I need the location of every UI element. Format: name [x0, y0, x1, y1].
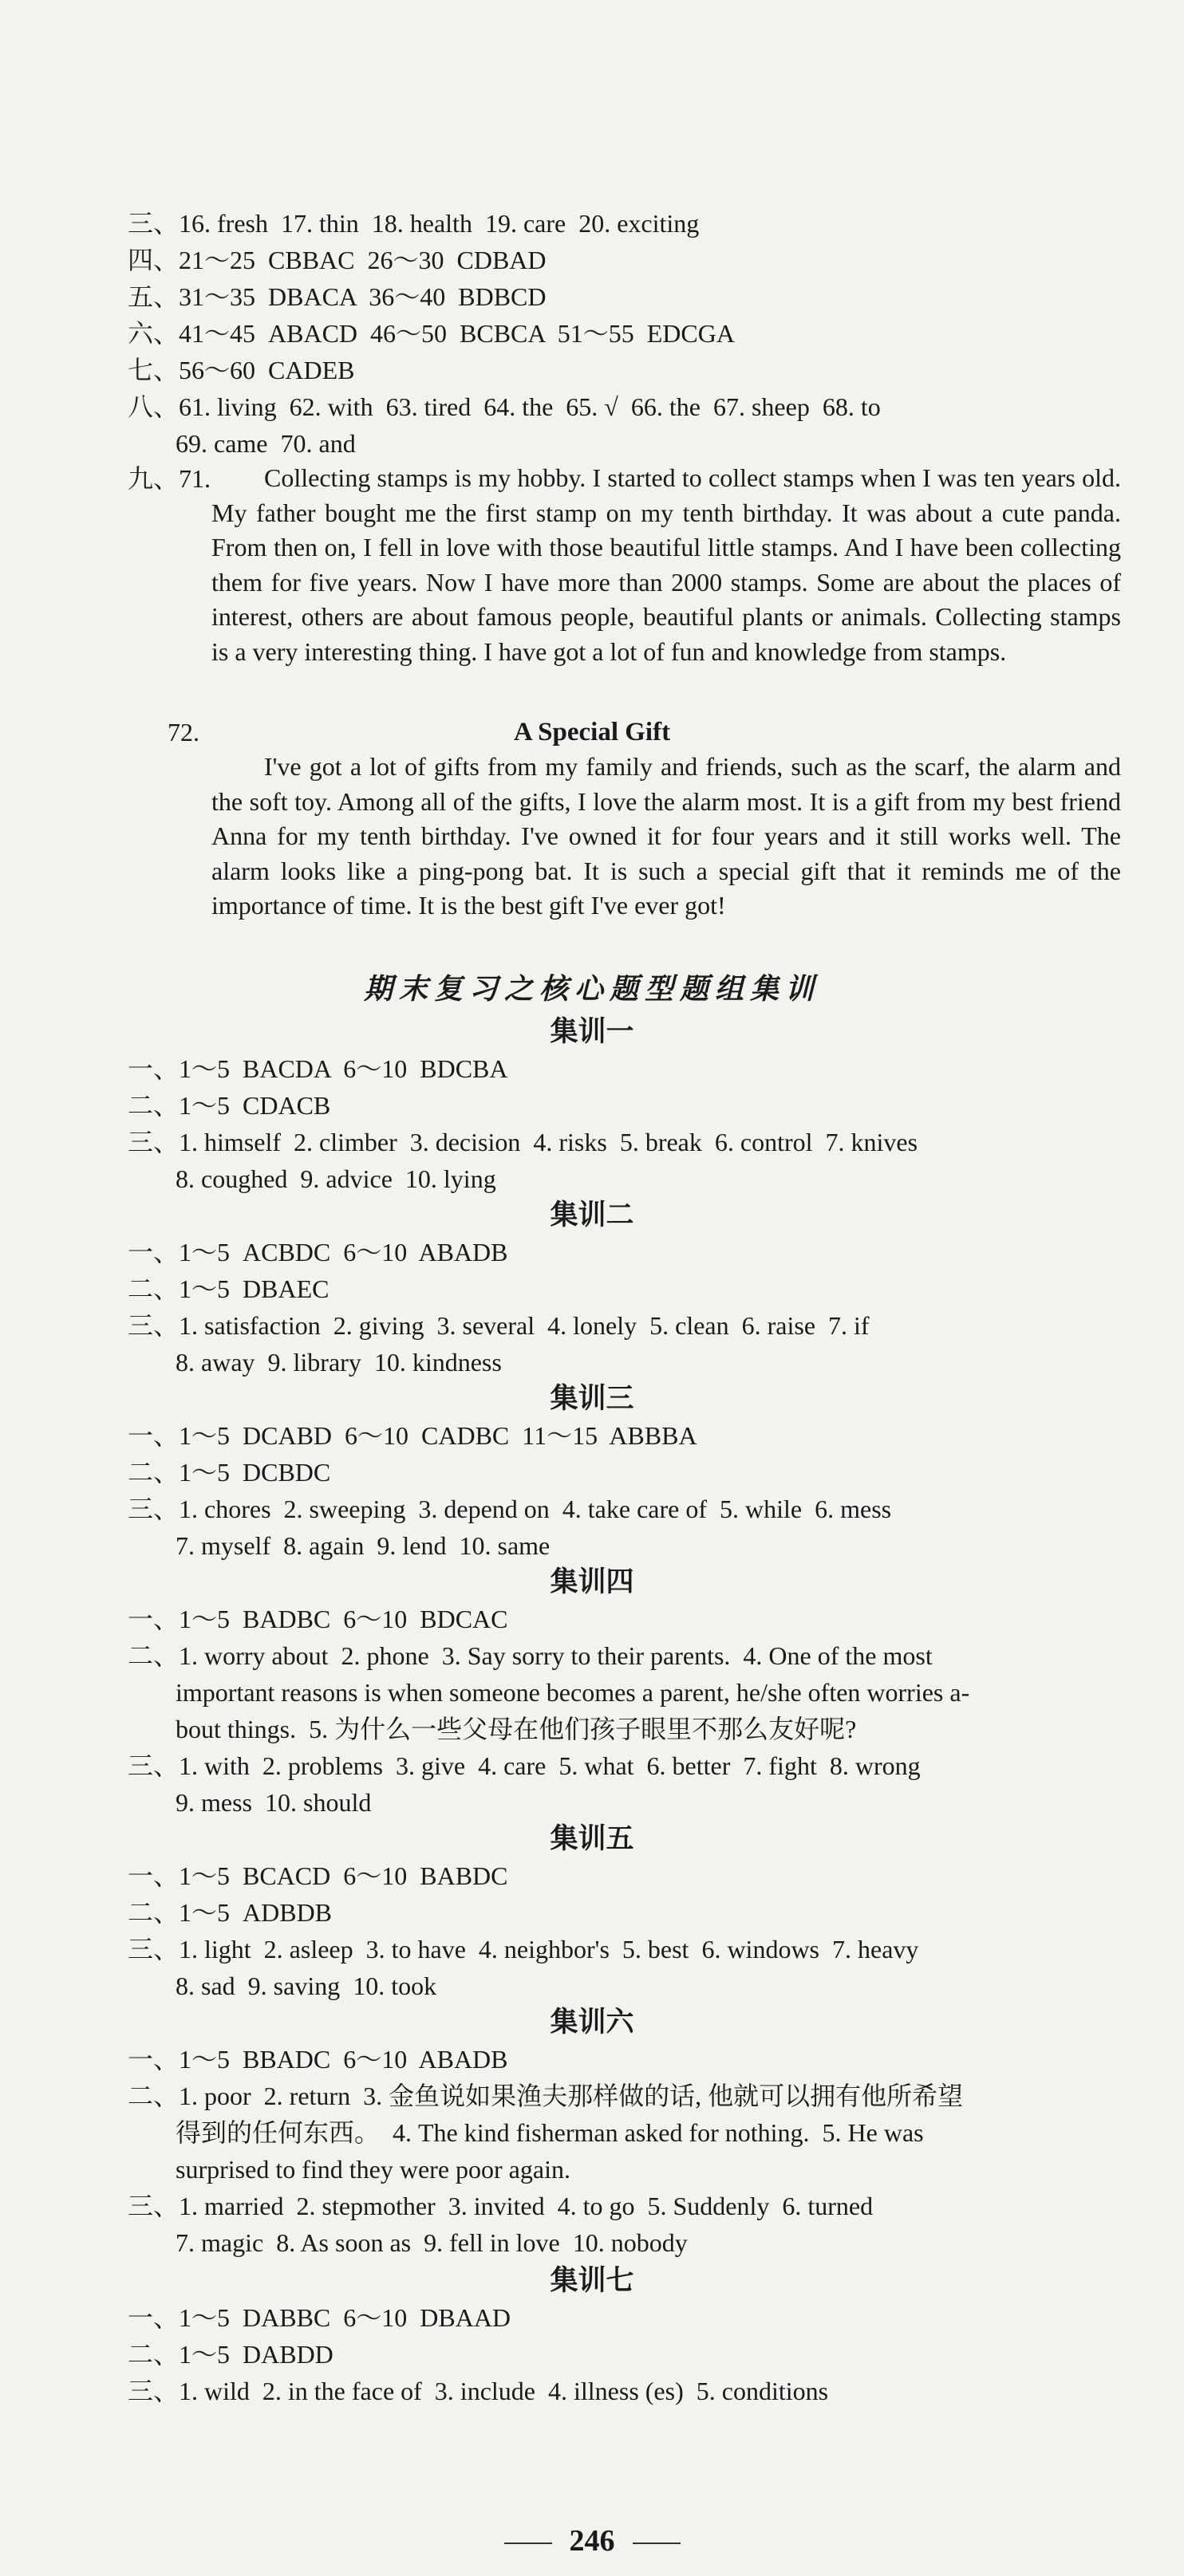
- answer-line: 二、1～5 CDACB: [128, 1091, 331, 1120]
- answer-line: 四、21～25 CBBAC 26～30 CDBAD: [128, 246, 547, 274]
- answer-line: 8. coughed 9. advice 10. lying: [176, 1164, 496, 1193]
- answer-line: 一、1～5 BBADC 6～10 ABADB: [128, 2045, 508, 2074]
- essay-71-number: 九、71.: [128, 464, 211, 493]
- group-title: 集训六: [550, 2007, 634, 2038]
- essay-71-text: Collecting stamps is my hobby. I started to collect stamps when I was ten years old. My father bought me the first stamp on my tenth birthday. It was about a cute panda. From then on, I fell in love with those beautiful little stamps. And I have been collecting them for five years. Now I have more than 2000 stamps. Some are about the places of interest, others are about famous people, beautiful plants or animals. Collecting stamps is a very interesting thing. I have got a lot of fun and knowledge from stamps.: [211, 463, 1121, 666]
- answer-line: 一、1～5 DABBC 6～10 DBAAD: [128, 2303, 511, 2332]
- page-number: [0, 2522, 1184, 2560]
- answer-line: 二、1～5 DBAEC: [128, 1274, 330, 1303]
- answer-line: 三、16. fresh 17. thin 18. health 19. care 20. exciting: [128, 209, 700, 238]
- answer-line: 六、41～45 ABACD 46～50 BCBCA 51～55 EDCGA: [128, 319, 735, 348]
- answer-line: 三、1. light 2. asleep 3. to have 4. neighbor's 5. best 6. windows 7. heavy: [128, 1935, 919, 1964]
- answer-line: 二、1～5 DCBDC: [128, 1458, 331, 1487]
- answer-line: 二、1～5 DABDD: [128, 2340, 333, 2369]
- answer-line: 一、1～5 BCACD 6～10 BABDC: [128, 1861, 508, 1890]
- group-title: 集训二: [550, 1199, 634, 1231]
- answer-line: 二、1. poor 2. return 3. 金鱼说如果渔夫那样做的话, 他就可以拥有他所希望: [128, 2082, 964, 2110]
- essay-72-number: 72.: [168, 718, 199, 746]
- answer-line: 七、56～60 CADEB: [128, 356, 355, 384]
- answer-line: 一、1～5 ACBDC 6～10 ABADB: [128, 1238, 508, 1266]
- answer-line: 7. myself 8. again 9. lend 10. same: [176, 1531, 551, 1560]
- answer-line: 9. mess 10. should: [176, 1788, 372, 1817]
- answer-line: 三、1. wild 2. in the face of 3. include 4. illness (es) 5. conditions: [128, 2377, 829, 2405]
- answer-line: important reasons is when someone becomes a parent, he/she often worries a-: [176, 1678, 970, 1707]
- group-title: 集训一: [550, 1016, 634, 1048]
- section-title: 期末复习之核心题型题组集训: [363, 973, 820, 1006]
- answer-line: surprised to find they were poor again.: [176, 2155, 570, 2184]
- answer-line: 三、1. satisfaction 2. giving 3. several 4. lonely 5. clean 6. raise 7. if: [128, 1311, 870, 1340]
- essay-72-title: A Special Gift: [513, 718, 671, 746]
- answer-line: 7. magic 8. As soon as 9. fell in love 10. nobody: [176, 2228, 688, 2257]
- page-number-dash-left: [504, 2543, 552, 2544]
- answer-line: 69. came 70. and: [176, 429, 356, 458]
- group-title: 集训五: [550, 1823, 634, 1855]
- page-number-value: 246: [569, 2524, 615, 2558]
- answer-line: 五、31～35 DBACA 36～40 BDBCD: [128, 282, 547, 311]
- answer-line: 三、1. married 2. stepmother 3. invited 4. to go 5. Suddenly 6. turned: [128, 2192, 874, 2220]
- essay-72-text: I've got a lot of gifts from my family and friends, such as the scarf, the alarm and the soft toy. Among all of the gifts, I love the alarm most. It is a gift from my best friend Anna for my tenth birthday. I've owned it for four years and it still works well. The alarm looks like a ping-pong bat. It is such a special gift that it reminds me of the importance of time. It is the best gift I've ever got!: [211, 752, 1121, 920]
- answer-line: 8. away 9. library 10. kindness: [176, 1348, 502, 1377]
- answer-line: 8. sad 9. saving 10. took: [176, 1971, 437, 2000]
- answer-line: 得到的任何东西。 4. The kind fisherman asked for nothing. 5. He was: [176, 2118, 924, 2147]
- answer-line: 一、1～5 BACDA 6～10 BDCBA: [128, 1054, 508, 1083]
- answer-line: 一、1～5 BADBC 6～10 BDCAC: [128, 1605, 508, 1633]
- answer-line: 一、1～5 DCABD 6～10 CADBC 11～15 ABBBA: [128, 1421, 697, 1450]
- answer-line: 三、1. chores 2. sweeping 3. depend on 4. take care of 5. while 6. mess: [128, 1495, 892, 1523]
- answer-line: bout things. 5. 为什么一些父母在他们孩子眼里不那么友好呢?: [176, 1715, 857, 1743]
- answer-line: 二、1～5 ADBDB: [128, 1898, 333, 1927]
- answer-line: 二、1. worry about 2. phone 3. Say sorry to their parents. 4. One of the most: [128, 1641, 933, 1670]
- answer-line: 三、1. with 2. problems 3. give 4. care 5. what 6. better 7. fight 8. wrong: [128, 1751, 921, 1780]
- page-number-dash-right: [633, 2543, 681, 2544]
- group-title: 集训三: [550, 1383, 634, 1415]
- answer-line: 八、61. living 62. with 63. tired 64. the 65. √ 66. the 67. sheep 68. to: [128, 392, 881, 421]
- group-title: 集训七: [550, 2265, 634, 2297]
- answer-line: 三、1. himself 2. climber 3. decision 4. risks 5. break 6. control 7. knives: [128, 1128, 918, 1156]
- group-title: 集训四: [550, 1566, 634, 1598]
